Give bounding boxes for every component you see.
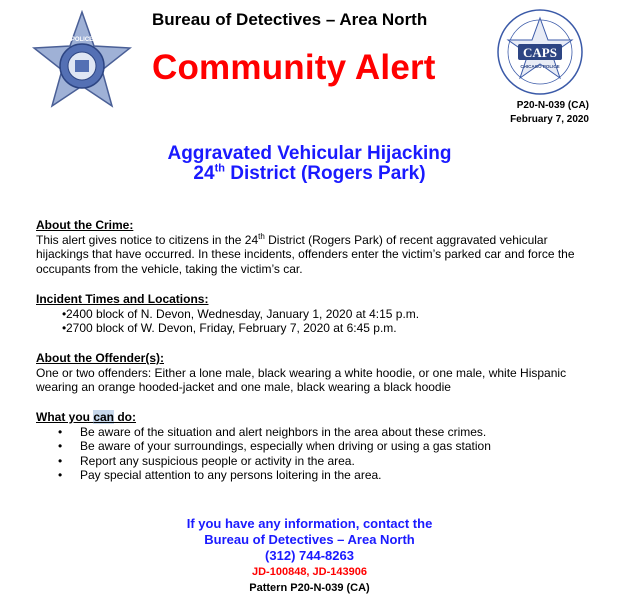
list-item: • 2700 block of W. Devon, Friday, February 7, 2020 at 6:45 p.m. (36, 321, 576, 336)
reference-block (510, 99, 589, 127)
what-you-can-do-section (36, 410, 576, 483)
crime-type: Aggravated Vehicular Hijacking (167, 143, 452, 164)
list-item: • Be aware of your surroundings, especially when driving or using a gas station (36, 439, 576, 454)
list-item: • Report any suspicious people or activity in the area. (36, 454, 576, 469)
offenders-section (36, 351, 576, 395)
jd-numbers: JD-100848, JD-143906 (252, 566, 367, 578)
about-crime-heading: About the Crime: (36, 218, 134, 232)
incidents-section (36, 292, 576, 336)
list-item: • 2400 block of N. Devon, Wednesday, January 1, 2020 at 4:15 p.m. (36, 307, 576, 322)
contact-phone: (312) 744-8263 (265, 548, 354, 563)
reference-code: P20-N-039 (CA) (516, 100, 589, 111)
contact-block (0, 516, 619, 596)
contact-bureau: Bureau of Detectives – Area North (204, 532, 415, 547)
caps-logo (488, 6, 592, 98)
list-item: • Be aware of the situation and alert neighbors in the area about these crimes. (36, 425, 576, 440)
incidents-heading: Incident Times and Locations: (36, 292, 209, 306)
offenders-heading: About the Offender(s): (36, 351, 164, 365)
chicago-police-star-logo (30, 10, 134, 114)
what-you-can-do-heading: What you can do: (36, 410, 137, 424)
caps-text: CAPS (523, 45, 557, 60)
offenders-text: One or two offenders: Either a lone male, black wearing a white hoodie, or one male, white Hispanic wearing an orange hooded-jacket and one male, black wearing a black hoodie (36, 365, 567, 394)
about-crime-section (36, 218, 576, 276)
community-alert-title: Community Alert (152, 48, 436, 87)
badge-top-text: POLICE (70, 37, 94, 43)
crime-district: 24th District (Rogers Park) (193, 162, 426, 184)
caps-sub-text: CHICAGO POLICE (520, 64, 560, 69)
bureau-title: Bureau of Detectives – Area North (152, 10, 428, 29)
about-crime-text: This alert gives notice to citizens in the 24th District (Rogers Park) of recent aggravated vehicular hijackings that have occurred. In these incidents, offenders enter the victim’s parked car and force the occupants from the vehicle, taking the victim’s car. (36, 231, 575, 276)
contact-line: If you have any information, contact the (186, 516, 433, 531)
pattern-number: Pattern P20-N-039 (CA) (249, 582, 370, 594)
reference-date: February 7, 2020 (510, 114, 589, 125)
list-item: • Pay special attention to any persons loitering in the area. (36, 468, 576, 483)
crime-heading (0, 144, 619, 184)
